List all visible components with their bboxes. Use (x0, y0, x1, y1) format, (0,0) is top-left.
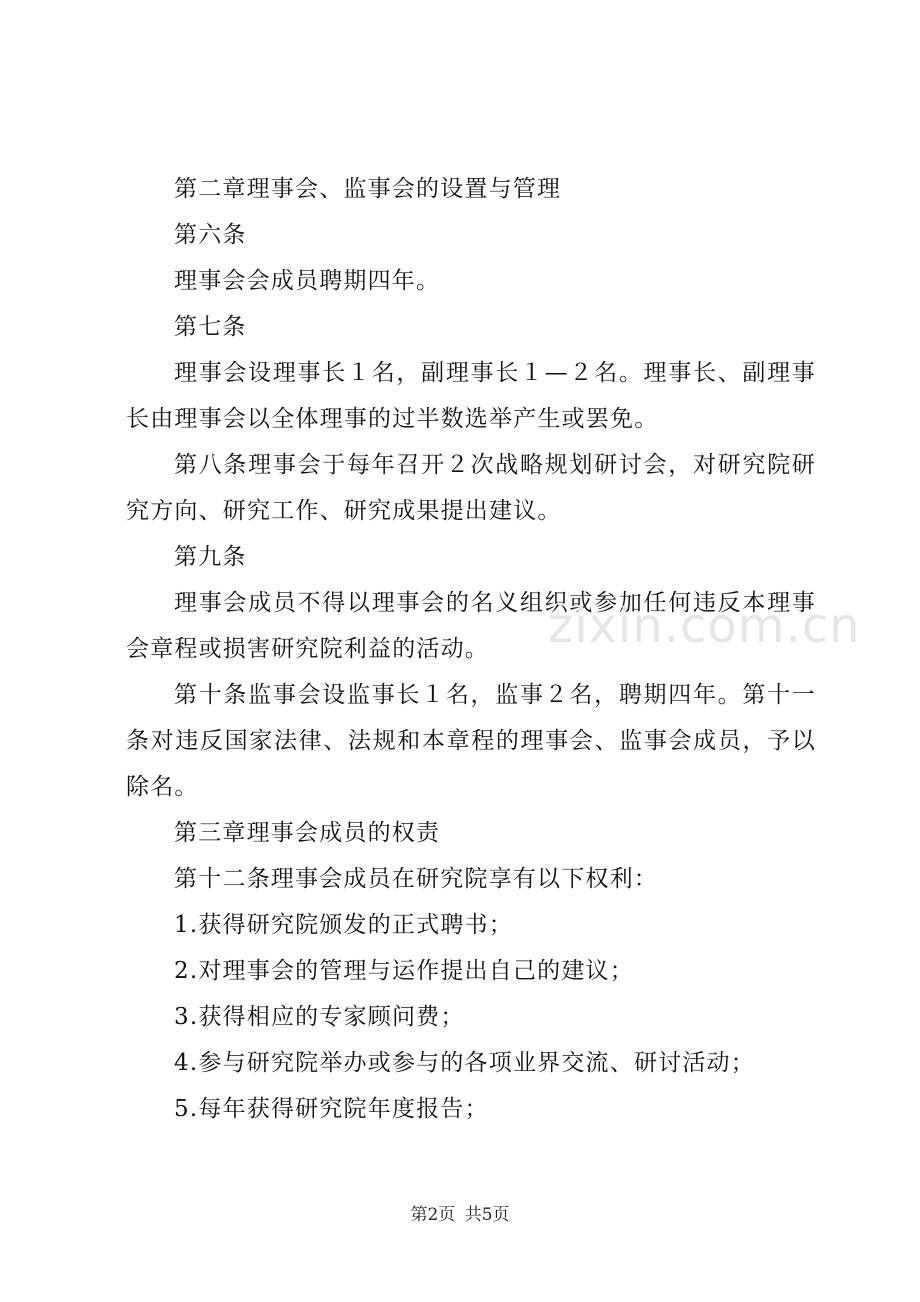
article-seven-heading: 第七条 (174, 314, 247, 340)
article-twelve-text: 第十二条理事会成员在研究院享有以下权利： (174, 866, 658, 892)
rights-list-item: 2.对理事会的管理与运作提出自己的建议； (174, 958, 634, 984)
site-watermark: zixin.com.cn (548, 598, 861, 654)
rights-list-item: 3.获得相应的专家顾问费； (174, 1004, 465, 1030)
article-seven-text: 理事会设理事长１名，副理事长１—２名。理事长、副理事长由理事会以全体理事的过半数选举产生或罢免。 (126, 360, 816, 432)
article-nine-heading: 第九条 (174, 544, 247, 570)
chapter-two-heading: 第二章理事会、监事会的设置与管理 (174, 176, 562, 202)
rights-list-item: 1.获得研究院颁发的正式聘书； (174, 912, 513, 938)
page-footer: 第2页 共5页 (410, 1205, 510, 1225)
rights-list-item: 4.参与研究院举办或参与的各项业界交流、研讨活动； (174, 1050, 755, 1076)
article-six-text: 理事会会成员聘期四年。 (174, 268, 441, 294)
article-six-heading: 第六条 (174, 222, 247, 248)
chapter-three-heading: 第三章理事会成员的权责 (174, 820, 441, 846)
rights-list-item: 5.每年获得研究院年度报告； (174, 1096, 489, 1122)
article-eight-text: 第八条理事会于每年召开２次战略规划研讨会，对研究院研究方向、研究工作、研究成果提出建议。 (126, 452, 816, 524)
article-ten-eleven-text: 第十条监事会设监事长１名，监事２名，聘期四年。第十一条对违反国家法律、法规和本章程的理事会、监事会成员，予以除名。 (126, 682, 816, 800)
document-body (126, 166, 816, 1132)
article-nine-text: 理事会成员不得以理事会的名义组织或参加任何违反本理事会章程或损害研究院利益的活动。 (126, 590, 816, 662)
